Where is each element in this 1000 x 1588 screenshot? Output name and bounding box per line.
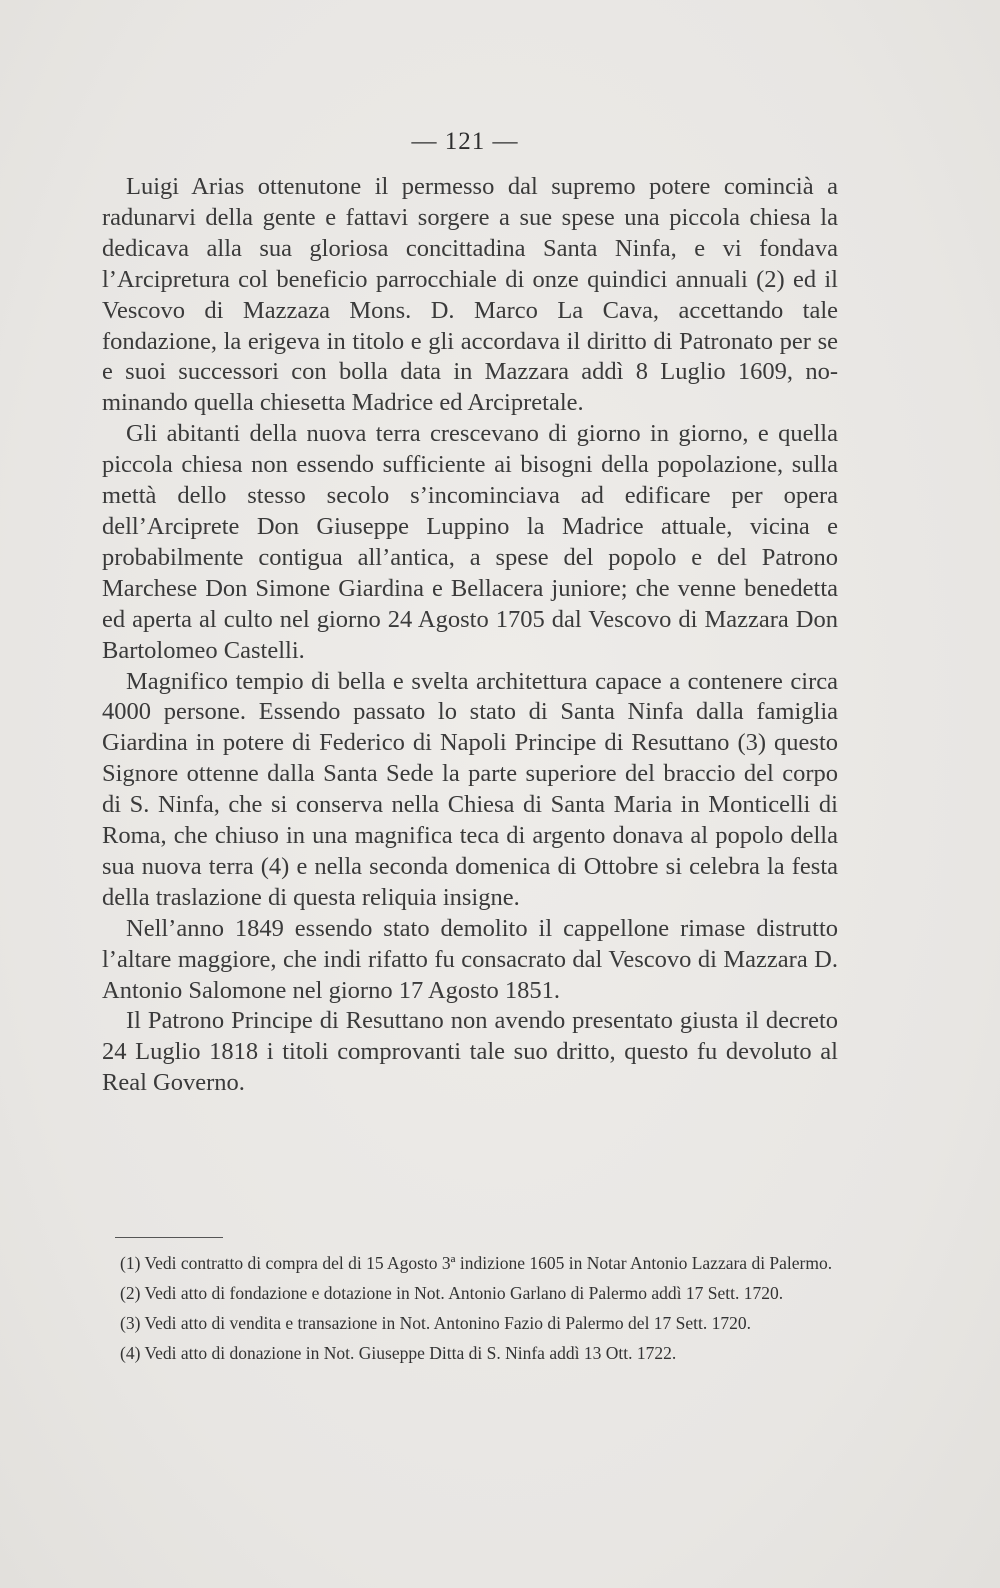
footnote-2: (2) Vedi atto di fondazione e dotazione in Not. Antonio Garlano di Palermo addì 17 Sett. 1720. xyxy=(120,1283,784,1303)
body-text xyxy=(102,172,838,1099)
paragraph-cappellone: Nell’anno 1849 essendo stato demolito il cappellone rimase distrutto l’altare maggiore, che indi rifatto fu consacrato dal Vescovo di Mazzara D. Antonio Salomone nel giorno 17 Agosto 1851. xyxy=(102,914,838,1004)
footnote-3: (3) Vedi atto di vendita e transazione in Not. Antonino Fazio di Palermo del 17 Sett. 1720. xyxy=(120,1313,752,1333)
footnote-divider xyxy=(115,1237,223,1238)
paragraph-arcipretura: Luigi Arias ottenutone il permesso dal supremo potere comincià a radunarvi della gente e fattavi sorgere a sue spese una piccola chiesa la dedicava alla sua gloriosa concittadina Santa Ninfa, e vi fondava l’Arcipretura col beneficio parrocchiale di onze quindici annuali (2) ed il Vescovo di Mazzaza Mons. D. Marco La Cava, accettando tale fondazione, la erigeva in titolo e gli accordava il diritto di Patronato per se e suoi successori con bolla data in Mazzara addì 8 Luglio 1609, nominando quella chiesetta Madrice ed Arcipretale. xyxy=(102,173,838,417)
paragraph-patrono: Il Patrono Principe di Resuttano non avendo presentato giusta il decreto 24 Luglio 1818 i titoli comprovanti tale suo dritto, questo fu devoluto al Real Governo. xyxy=(102,1007,838,1097)
paragraph-tempio: Magnifico tempio di bella e svelta architettura capace a contenere circa 4000 persone. Essendo passato lo stato di Santa Ninfa dalla famiglia Giardina in potere di Federico di Napoli Principe di Resuttano (3) questo Signore ottenne dalla Santa Sede la parte superiore del braccio del corpo di S. Ninfa, che si conserva nella Chiesa di Santa Maria in Monticelli di Roma, che chiuso in una magnifica teca di argento donava al popolo della sua nuova terra (4) e nella seconda domenica di Ottobre si celebra la festa della traslazione di questa reliquia insigne. xyxy=(102,667,838,911)
page-number: — 121 — xyxy=(411,128,519,155)
footnote-1: (1) Vedi contratto di compra del di 15 Agosto 3ª indizione 1605 in Notar Antonio Lazzara di Palermo. xyxy=(120,1253,833,1273)
footnote-4: (4) Vedi atto di donazione in Not. Giuseppe Ditta di S. Ninfa addì 13 Ott. 1722. xyxy=(120,1343,677,1363)
footnotes xyxy=(100,1250,840,1370)
paragraph-madrice: Gli abitanti della nuova terra crescevano di giorno in giorno, e quella piccola chiesa non essendo sufficiente ai bisogni della popolazione, sulla mettà dello stesso secolo s’incominciava ad edificare per opera dell’Arciprete Don Giuseppe Luppino la Madrice attuale, vicina e probabilmente contigua all’antica, a spese del popolo e del Patrono Marchese Don Simone Giardina e Bellacera juniore; che venne benedetta ed aperta al culto nel giorno 24 Agosto 1705 dal Vescovo di Mazzara Don Bartolomeo Castelli. xyxy=(102,420,838,664)
